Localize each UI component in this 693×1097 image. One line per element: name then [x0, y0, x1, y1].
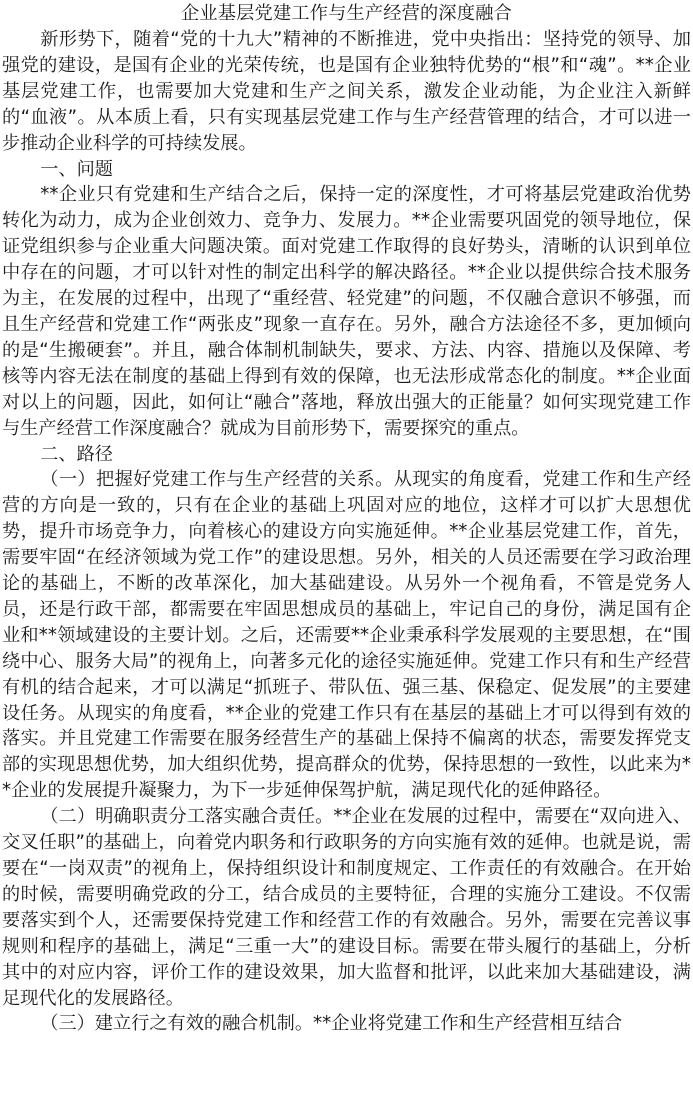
path-paragraph-3: （三）建立行之有效的融合机制。**企业将党建工作和生产经营相互结合	[40, 1013, 623, 1035]
problems-paragraph: **企业只有党建和生产结合之后，保持一定的深度性，才可将基层党建政治优势转化为动力，成为企业创效力、竞争力、发展力。**企业需要巩固党的领导地位，保证党组织参与企业重大问题决策。面对党建工作取得的良好势头，清晰的认识到单位中存在的问题，才可以针对性的制定出科学的解决路径。**企业以提供综合技术服务为主，在发展的过程中，出现了“重经营、轻党建”的问题，不仅融合意识不够强，而且生产经营和党建工作“两张皮”现象一直存在。另外，融合方法途径不多，更加倾向的是“生搬硬套”。并且，融合体制机制缺失，要求、方法、内容、措施以及保障、考核等内容无法在制度的基础上得到有效的保障，也无法形成常态化的制度。**企业面对以上的问题，因此，如何让“融合”落地，释放出强大的正能量？如何实现党建工作与生产经营工作深度融合？就成为目前形势下，需要探究的重点。	[2, 184, 691, 439]
intro-paragraph: 新形势下，随着“党的十九大”精神的不断推进，党中央指出：坚持党的领导、加强党的建设，是国有企业的光荣传统，也是国有企业独特优势的“根”和“魂”。**企业基层党建工作，也需要加大党建和生产之间关系，激发企业动能，为企业注入新鲜的“血液”。从本质上看，只有实现基层党建工作与生产经营管理的结合，才可以进一步推动企业科学的可持续发展。	[2, 29, 691, 154]
document	[2, 0, 691, 1037]
path-paragraph-1: （一）把握好党建工作与生产经营的关系。从现实的角度看，党建工作和生产经营的方向是一致的，只有在企业的基础上巩固对应的地位，这样才可以扩大思想优势，提升市场竞争力，向着核心的建设方向实施延伸。**企业基层党建工作，首先，需要牢固“在经济领域为党工作”的建设思想。另外，相关的人员还需要在学习政治理论的基础上，不断的改革深化，加大基础建设。从另外一个视角看，不管是党务人员，还是行政干部，都需要在牢固思想成员的基础上，牢记自己的身份，满足国有企业和**领域建设的主要计划。之后，还需要**企业秉承科学发展观的主要思想，在“围绕中心、服务大局”的视角上，向著多元化的途径实施延伸。党建工作只有和生产经营有机的结合起来，才可以满足“抓班子、带队伍、强三基、保稳定、促发展”的主要建设任务。从现实的角度看，**企业的党建工作只有在基层的基础上才可以得到有效的落实。并且党建工作需要在服务经营生产的基础上保持不偏离的状态，需要发挥党支部的实现思想优势，加大组织优势，提高群众的优势，保持思想的一致性，以此来为**企业的发展提升凝聚力，为下一步延伸保驾护航，满足现代化的延伸路径。	[2, 469, 691, 802]
section-heading-problems: 一、问题	[40, 158, 113, 180]
path-paragraph-2: （二）明确职责分工落实融合责任。**企业在发展的过程中，需要在“双向进入、交叉任职”的基础上，向着党内职务和行政职务的方向实施有效的延伸。也就是说，需要在“一岗双责”的视角上，保持组织设计和制度规定、工作责任的有效融合。在开始的时候，需要明确党政的分工，结合成员的主要特征，合理的实施分工建设。不仅需要落实到个人，还需要保持党建工作和经营工作的有效融合。另外，需要在完善议事规则和程序的基础上，满足“三重一大”的建设目标。需要在带头履行的基础上，分析其中的对应内容，评价工作的建设效果，加大监督和批评，以此来加大基础建设，满足现代化的发展路径。	[2, 806, 691, 1009]
document-title: 企业基层党建工作与生产经营的深度融合	[181, 3, 512, 24]
section-heading-paths: 二、路径	[40, 443, 113, 465]
